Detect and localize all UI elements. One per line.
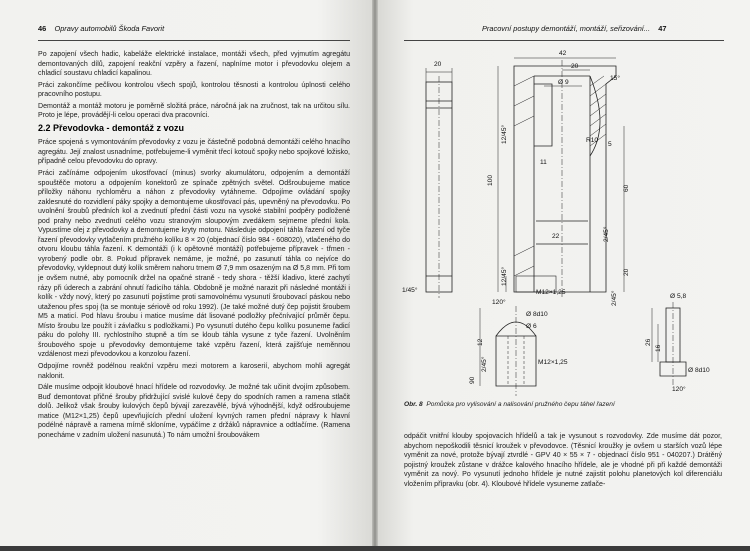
dim-label: 90 — [469, 376, 476, 384]
paragraph: Dále musíme odpojit kloubové hnací hřídele od rozvodovky. Je možné tak učinit dvojím způsobem. Buď demontovat přičné šrouby přidržující svislé kulové čepy do spodních ramen a ramena stlačit dolů. Jelikož však šrouby kulových čepů bývají zarezavělé, bývá výhodnější, když odšroubujeme matice (M12×1,25) čepů upevňujících přední uložení kyvných ramen přední nápravy k hlavní podélné nápravě a ramena mírně skloníme, vypáčíme z držáků nápravnice a odtlačíme. (Ramena ponecháme v zadním uložení nasunutá.) To nám umožní šroubovákem — [38, 384, 350, 439]
dim-label: 16 — [655, 344, 662, 352]
paragraph: Odpojíme rovněž podélnou reakční vzpěru mezi motorem a karoserií, abychom mohli agregát naklonit. — [38, 362, 350, 380]
dim-label: 20 — [623, 268, 630, 276]
dim-label: 2/45° — [603, 226, 610, 242]
paragraph: Práci zakončíme pečlivou kontrolou všech spojů, kontrolou těsnosti a kontrolou úplnosti celého pracovního postupu. — [38, 81, 350, 99]
figure-caption — [404, 401, 724, 408]
dim-label: Ø 8d10 — [526, 311, 548, 318]
dim-label: 2/45° — [481, 356, 488, 372]
paragraph: Demontáž a montáž motoru je poměrně složitá práce, náročná jak na zručnost, tak na určitou sílu. Proto je lépe, provádějí-li celou operaci dva pracovníci. — [38, 102, 350, 120]
dim-label: R10 — [586, 137, 599, 144]
dim-label: 12/45° — [501, 124, 508, 144]
dim-label: 2/45° — [611, 290, 618, 306]
left-body-text — [38, 50, 350, 442]
right-header-title: Pracovní postupy demontáží, montáží, seřizování... — [482, 24, 651, 33]
dim-label: M12×1,25 — [536, 289, 566, 296]
right-running-header — [482, 24, 666, 33]
right-body-text — [404, 432, 722, 489]
dim-label: 42 — [559, 50, 567, 57]
dim-label: Ø 9 — [558, 79, 569, 86]
dim-label: 120° — [672, 386, 686, 393]
dim-label: 12/45° — [501, 266, 508, 286]
dim-label: 60 — [623, 184, 630, 192]
paragraph: Práce spojená s vymontováním převodovky z vozu je částečně podobná demontáži celého hnacího agregátu. Její znalost usnadníme, potřebujeme-li vyměnit třecí kotouč spojky nebo spojkové ložisko, případně celou převodovku do opravy. — [38, 139, 350, 166]
dim-label: 15° — [610, 75, 620, 82]
section-heading: 2.2 Převodovka - demontáž z vozu — [38, 122, 185, 133]
book-gutter — [372, 0, 378, 551]
dim-label: 20 — [434, 61, 442, 68]
dim-label: Ø 8d10 — [688, 367, 710, 374]
right-page — [376, 0, 750, 551]
dim-label: 22 — [552, 233, 560, 240]
page-edge — [0, 546, 750, 551]
left-running-header — [38, 24, 164, 33]
dim-label: Ø 5,8 — [670, 293, 687, 300]
right-page-number: 47 — [658, 24, 667, 33]
yoke-outline — [514, 66, 616, 292]
right-header-rule — [404, 40, 724, 41]
dim-label: M12×1,25 — [538, 359, 568, 366]
dim-label: 5 — [608, 141, 612, 148]
dim-label: 100 — [487, 174, 494, 186]
caption-label: Obr. 8 — [404, 401, 423, 408]
left-page-number: 46 — [38, 24, 47, 33]
left-header-rule — [38, 40, 350, 41]
left-header-title: Opravy automobilů Škoda Favorit — [54, 24, 165, 33]
paragraph: odpáčit vnitřní klouby spojovacích hřídelů a tak je vysunout s rozvodovky. Zde musíme dát pozor, abychom nepoškodili těsnicí kroužek v převodovce. (Těsnicí kroužky je ovšem u starších vozů lépe vyměnit za nové, protože bývají ztvrdlé - GPV 40 × 55 × 7 - objednací číslo 951 - 040207.) Drátěný pojistný kroužek zůstane v drážce kalového hnacího hřídele, ale je vhodné při při každé demontáži vyměnit za nový. Po vysunutí jednoho hřídele je nutné zajistit polohu planetových kol diferenciálu vložením přípravku (obr. 4). Kloubové hřídele vysuneme zatlače- — [404, 433, 722, 488]
dim-label: Ø 6 — [526, 323, 537, 330]
paragraph: Po zapojení všech hadic, kabeláže elektrické instalace, montáži všech, před vyjmutím agregátu demontovaných dílů, zapojení reakční vzpěry a řazení, naplníme motor i převodovku olejem a chladicí soustavu chladicí kapalinou. — [38, 51, 350, 78]
caption-text: Pomůcka pro vylisování a nalisování pružného čepu táhel řazení — [426, 401, 615, 408]
dim-label: 26 — [645, 338, 652, 346]
dim-label: 11 — [540, 159, 547, 166]
left-page — [0, 0, 374, 551]
technical-drawing-figure — [376, 46, 750, 396]
dim-label: 1/45° — [402, 287, 418, 294]
dim-label: 12 — [477, 338, 484, 346]
dim-label: 120° — [492, 299, 506, 306]
paragraph: Práci začínáme odpojením ukostřovací (minus) svorky akumulátoru, odpojením a demontáží spouštěče motoru a odpojením konektorů ze spínače zpětných světel. Odšroubujeme matice příložky náhonu rychloměru a náhon z převodovky vytáhneme. Odpojíme ovládání spojky zaklesnuté do rozvidlení páky spojky a demontujeme ukostřovací pás, upevněný na převodovku. Po uvolnění šroubů předních kol a zvednutí přední části vozu na vysoké stabilní podpěry podložené pod prahy nebo zvednutí celého vozu stranovým sloupovým zvedákem sejmeme přední kola. Vypustíme olej z převodovky a demontujeme kryty motoru. Následuje odpojení táhla řazení od tyče řazení převodovky vytlačením pružného kolíku 8 × 20 (objednací číslo 984 - 608020), vtlačeného do otvoru kloubu táhla řazení. K demontáži (i k opětovné montáži) potřebujeme přípravek - třmen - vyrobený podle obr. 8. Pokud přípravek nemáme, je možné, po zasunutí táhla co nejvíce do převodovky, vyklepnout dutý kolík směrem nahoru trnem Ø 7,9 mm osazeným na Ø 5,8 mm. Při tom je ovšem nutné, aby pomocník držel na opačné straně - tedy shora - těžší kladivo, které zachytí rázy při úderech a zabrání ohnutí řadicího táhla. Obdobně je možné narazit při následné montáži i kolík - vždy nový, který po zasunutí pojistíme proti samovolnému vysunutí šroubovací páskou nebo utaženou přes spoj (ta se montuje sériově od roku 1992). (Je také možné dutý čep pojistit šroubem M5 a maticí. Pod hlavu šroubu i matice musíme dát lisované podložky přečnívající průměr čepu. Místo šroubu lze použít i závlačku s podložkami.) Po vysunutí dutého čepu kolíku posuneme řadicí páku do polohy III. rychlostního stupně a tím se kloub táhla vysune z tyče řazení. Uvolněním šroubového spoje u převodovky demontujeme také vzpěru řazení, která zajišťuje neměnnou vzdálenost mezi převodovkou a konzolou řazení. — [38, 170, 351, 359]
dim-label: 20 — [571, 63, 579, 70]
